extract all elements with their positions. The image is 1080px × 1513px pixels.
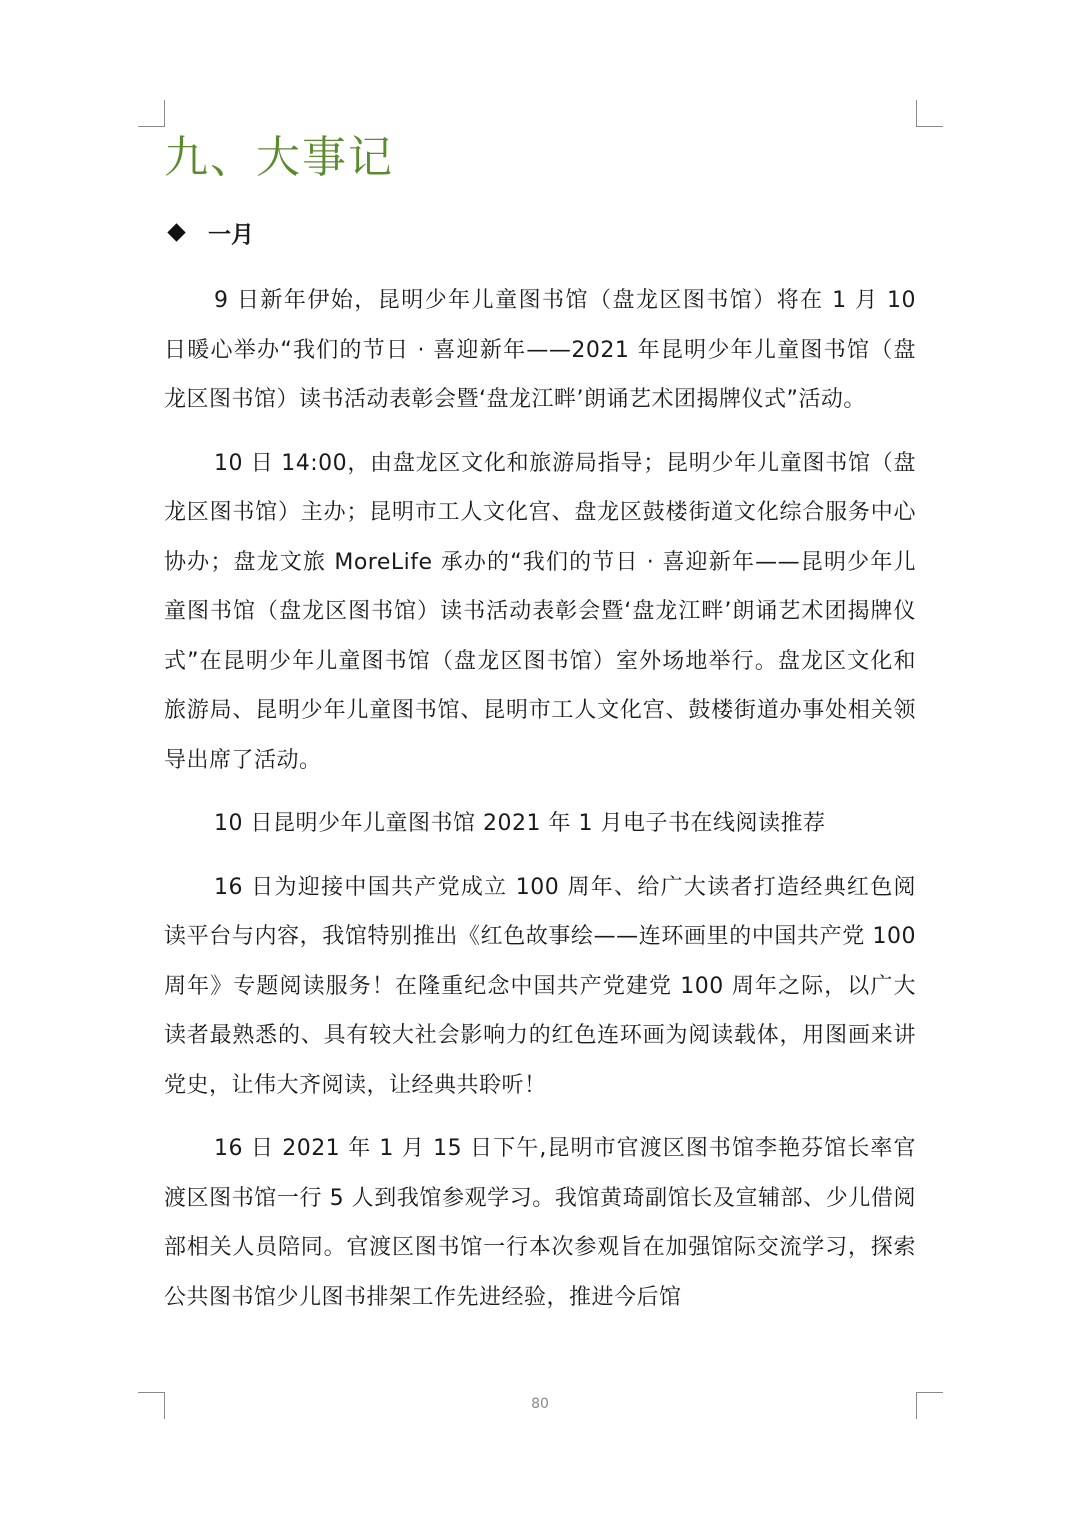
event-paragraph: 10 日昆明少年儿童图书馆 2021 年 1 月电子书在线阅读推荐: [214, 811, 826, 836]
page-number: 80: [531, 1396, 549, 1412]
diamond-bullet-icon: [167, 223, 185, 241]
event-paragraph: 10 日 14:00，由盘龙区文化和旅游局指导；昆明少年儿童图书馆（盘龙区图书馆）主办；昆明市工人文化宫、盘龙区鼓楼街道文化综合服务中心协办；盘龙文旅 MoreLife 承办的“我们的节日 · 喜迎新年——昆明少年儿童图书馆（盘龙区图书馆）读书活动表彰会暨‘盘龙江畔’朗诵艺术团揭牌仪式”在昆明少年儿童图书馆（盘龙区图书馆）室外场地举行。盘龙区文化和旅游局、昆明少年儿童图书馆、昆明市工人文化宫、鼓楼街道办事处相关领导出席了活动。: [164, 450, 916, 773]
page-content: [164, 128, 916, 1322]
event-paragraph: 16 日 2021 年 1 月 15 日下午,昆明市官渡区图书馆李艳芬馆长率官渡区图书馆一行 5 人到我馆参观学习。我馆黄琦副馆长及宣辅部、少儿借阅部相关人员陪同。官渡区图书馆一行本次参观旨在加强馆际交流学习，探索公共图书馆少儿图书排架工作先进经验，推进今后馆: [164, 1136, 916, 1310]
event-paragraph: 16 日为迎接中国共产党成立 100 周年、给广大读者打造经典红色阅读平台与内容，我馆特别推出《红色故事绘——连环画里的中国共产党 100 周年》专题阅读服务！在隆重纪念中国共产党建党 100 周年之际，以广大读者最熟悉的、具有较大社会影响力的红色连环画为阅读载体，用图画来讲党史，让伟大齐阅读，让经典共聆听！: [164, 874, 916, 1098]
event-paragraph: 9 日新年伊始，昆明少年儿童图书馆（盘龙区图书馆）将在 1 月 10 日暖心举办“我们的节日 · 喜迎新年——2021 年昆明少年儿童图书馆（盘龙区图书馆）读书活动表彰会暨‘盘龙江畔’朗诵艺术团揭牌仪式”活动。: [164, 288, 916, 412]
page-title: 九、大事记: [164, 132, 394, 183]
month-heading: [164, 212, 916, 252]
crop-mark-top-left: [138, 100, 165, 127]
month-label: 一月: [208, 221, 254, 248]
crop-mark-top-right: [916, 100, 943, 127]
